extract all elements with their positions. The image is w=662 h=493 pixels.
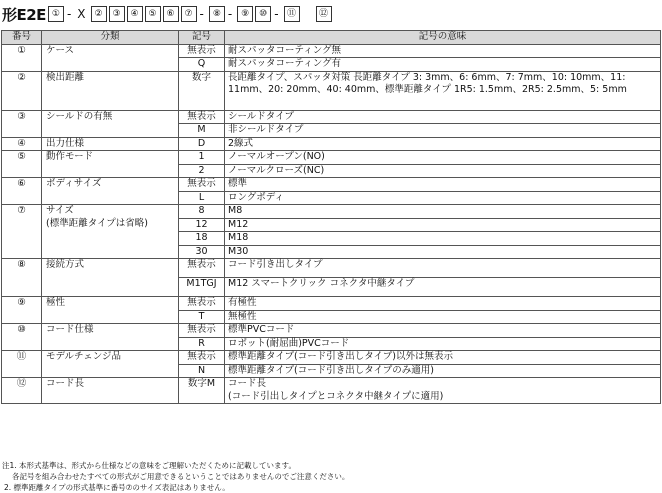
- model-prefix: 形E2E: [2, 5, 46, 24]
- row-number: ⑥: [2, 178, 42, 205]
- row-symbol: 8: [179, 205, 225, 219]
- row-number: ⑪: [2, 351, 42, 378]
- row-symbol: 数字M: [179, 378, 225, 404]
- slot-1: ①: [48, 6, 64, 22]
- row-meaning: コード引き出しタイプ: [225, 259, 661, 278]
- row-number: ⑫: [2, 378, 42, 404]
- slot-12: ⑫: [316, 6, 332, 22]
- slot-10: ⑩: [255, 6, 271, 22]
- row-meaning: ノーマルオープン(NO): [225, 151, 661, 165]
- slot-6: ⑥: [163, 6, 179, 22]
- row-meaning: ロボット(耐屈曲)PVCコード: [225, 337, 661, 351]
- row-category: ケース: [42, 44, 179, 71]
- table-row: [2, 110, 661, 124]
- separator-dash: -: [199, 7, 204, 21]
- row-meaning-main: コード長: [228, 378, 267, 389]
- row-symbol: 無表示: [179, 351, 225, 365]
- table-row: [2, 297, 661, 311]
- row-symbol: D: [179, 137, 225, 151]
- row-meaning: 無極性: [225, 310, 661, 324]
- row-category: ボディサイズ: [42, 178, 179, 205]
- row-meaning: 2線式: [225, 137, 661, 151]
- row-number: ⑦: [2, 205, 42, 259]
- table-row: [2, 351, 661, 365]
- row-category: 出力仕様: [42, 137, 179, 151]
- row-category: 検出距離: [42, 71, 179, 110]
- row-meaning: 標準距離タイプ(コード引き出しタイプ)以外は無表示: [225, 351, 661, 365]
- table-row: [2, 205, 661, 219]
- row-symbol: R: [179, 337, 225, 351]
- row-symbol: 無表示: [179, 44, 225, 58]
- row-symbol: N: [179, 364, 225, 378]
- row-symbol: 1: [179, 151, 225, 165]
- row-symbol: T: [179, 310, 225, 324]
- row-symbol: 30: [179, 245, 225, 259]
- row-number: ①: [2, 44, 42, 71]
- separator-x: X: [77, 7, 86, 21]
- slot-7: ⑦: [181, 6, 197, 22]
- row-symbol: Q: [179, 58, 225, 72]
- row-symbol: M1TGJ: [179, 278, 225, 297]
- row-symbol: M: [179, 124, 225, 138]
- header-meaning: 記号の意味: [225, 31, 661, 45]
- row-meaning: 非シールドタイプ: [225, 124, 661, 138]
- row-meaning: シールドタイプ: [225, 110, 661, 124]
- note-1: 注1. 本形式基準は、形式から仕様などの意味をご理解いただくために記載しています。: [2, 461, 296, 470]
- row-meaning: M8: [225, 205, 661, 219]
- row-number: ⑩: [2, 324, 42, 351]
- model-number-table: [1, 30, 661, 404]
- row-number: ⑤: [2, 151, 42, 178]
- table-row: [2, 259, 661, 278]
- row-meaning: M12: [225, 218, 661, 232]
- row-meaning: 長距離タイプ、スパッタ対策 長距離タイプ 3: 3mm、6: 6mm、7: 7mm、10: 10mm、11: 11mm、20: 20mm、40: 40mm、標準距離タイプ 1R5: 1.5mm、2R5: 2.5mm、5: 5mm: [225, 71, 661, 110]
- separator-dash: -: [274, 7, 279, 21]
- row-meaning: 標準距離タイプ(コード引き出しタイプのみ適用): [225, 364, 661, 378]
- row-meaning: M18: [225, 232, 661, 246]
- footnotes: [2, 460, 657, 493]
- row-symbol: 2: [179, 164, 225, 178]
- table-row: [2, 378, 661, 404]
- row-meaning: ノーマルクローズ(NC): [225, 164, 661, 178]
- row-category-main: サイズ: [46, 205, 74, 216]
- row-symbol: 無表示: [179, 259, 225, 278]
- table-row: [2, 44, 661, 58]
- row-category: 動作モード: [42, 151, 179, 178]
- table-row: [2, 324, 661, 338]
- table-row: [2, 178, 661, 192]
- slot-2: ②: [91, 6, 107, 22]
- row-meaning: [225, 378, 661, 404]
- row-symbol: 無表示: [179, 324, 225, 338]
- row-meaning: 耐スパッタコーティング無: [225, 44, 661, 58]
- table-row: [2, 151, 661, 165]
- row-number: ⑧: [2, 259, 42, 297]
- row-symbol: 数字: [179, 71, 225, 110]
- slot-5: ⑤: [145, 6, 161, 22]
- slot-11: ⑪: [284, 6, 300, 22]
- note-1-continued: 各記号を組み合わせたすべての形式がご用意できるということではありませんのでご注意ください。: [12, 472, 350, 481]
- row-number: ⑨: [2, 297, 42, 324]
- note-2: 2. 標準距離タイプの形式基準に番号⑦のサイズ表記はありません。: [4, 483, 230, 492]
- header-symbol: 記号: [179, 31, 225, 45]
- row-symbol: L: [179, 191, 225, 205]
- slot-9: ⑨: [237, 6, 253, 22]
- row-meaning: 耐スパッタコーティング有: [225, 58, 661, 72]
- row-category-note: (標準距離タイプは省略): [46, 217, 148, 229]
- row-number: ③: [2, 110, 42, 137]
- slot-4: ④: [127, 6, 143, 22]
- row-symbol: 18: [179, 232, 225, 246]
- row-meaning: 有極性: [225, 297, 661, 311]
- row-meaning-note: (コード引出しタイプとコネクタ中継タイプに適用): [228, 390, 444, 402]
- row-meaning: 標準: [225, 178, 661, 192]
- row-category: モデルチェンジ品: [42, 351, 179, 378]
- model-code-title: [2, 3, 332, 25]
- row-category: コード長: [42, 378, 179, 404]
- row-category: 接続方式: [42, 259, 179, 297]
- row-symbol: 無表示: [179, 178, 225, 192]
- row-meaning: 標準PVCコード: [225, 324, 661, 338]
- row-symbol: 無表示: [179, 110, 225, 124]
- row-category: 極性: [42, 297, 179, 324]
- row-symbol: 12: [179, 218, 225, 232]
- row-meaning: ロングボディ: [225, 191, 661, 205]
- header-number: 番号: [2, 31, 42, 45]
- table-row: [2, 71, 661, 110]
- row-number: ④: [2, 137, 42, 151]
- slot-8: ⑧: [209, 6, 225, 22]
- table-header-row: [2, 31, 661, 45]
- row-meaning: M30: [225, 245, 661, 259]
- table-row: [2, 137, 661, 151]
- row-category: コード仕様: [42, 324, 179, 351]
- row-category: シールドの有無: [42, 110, 179, 137]
- separator-dash: -: [227, 7, 233, 21]
- row-number: ②: [2, 71, 42, 110]
- separator-dash: -: [66, 7, 72, 21]
- header-category: 分類: [42, 31, 179, 45]
- row-meaning: M12 スマートクリック コネクタ中継タイプ: [225, 278, 661, 297]
- slot-3: ③: [109, 6, 125, 22]
- row-symbol: 無表示: [179, 297, 225, 311]
- row-category: [42, 205, 179, 259]
